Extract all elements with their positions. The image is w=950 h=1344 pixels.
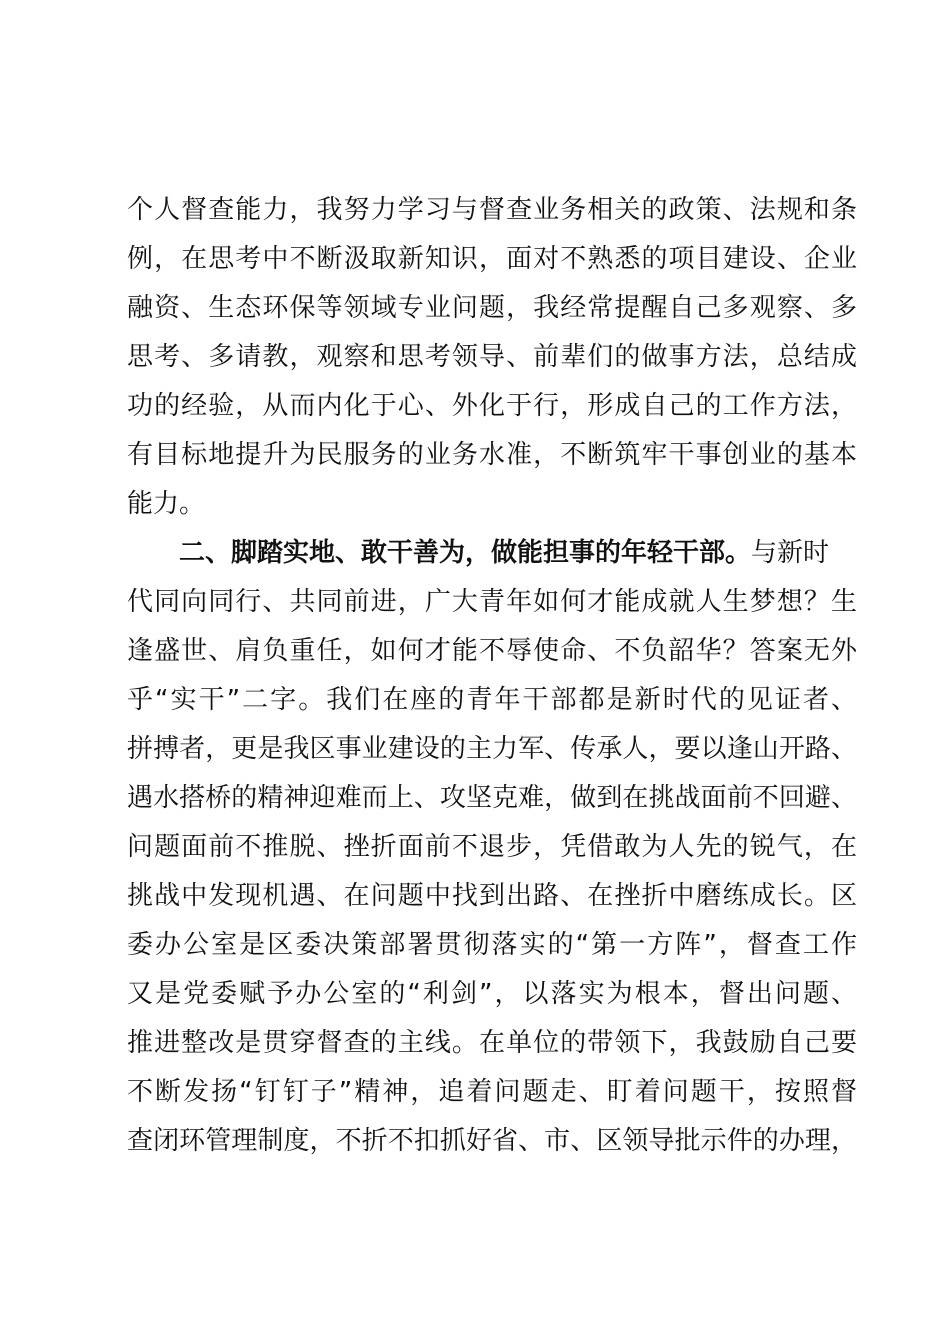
text-span: 与新时 — [751, 538, 830, 568]
text-line: 不断发扬“钉钉子”精神，追着问题走、盯着问题干，按照督 — [127, 1077, 857, 1107]
text-line: 逢盛世、肩负重任，如何才能不辱使命、不负韶华？答案无外 — [127, 636, 857, 666]
text-line: 融资、生态环保等领域专业问题，我经常提醒自己多观察、多 — [127, 293, 857, 323]
text-line: 挑战中发现机遇、在问题中找到出路、在挫折中磨练成长。区 — [127, 881, 857, 911]
text-line: 问题面前不推脱、挫折面前不退步，凭借敢为人先的锐气，在 — [127, 832, 857, 862]
text-line: 功的经验，从而内化于心、外化于行，形成自己的工作方法， — [127, 391, 857, 421]
text-line: 遇水搭桥的精神迎难而上、攻坚克难，做到在挑战面前不回避、 — [127, 783, 857, 813]
text-line: 个人督查能力，我努力学习与督查业务相关的政策、法规和条 — [127, 195, 857, 225]
section-heading: 二、脚踏实地、敢干善为，做能担事的年轻干部。 — [179, 538, 752, 568]
text-line: 拼搏者，更是我区事业建设的主力军、传承人，要以逢山开路、 — [127, 734, 857, 764]
text-line: 推进整改是贯穿督查的主线。在单位的带领下，我鼓励自己要 — [127, 1028, 857, 1058]
text-line: 代同向同行、共同前进，广大青年如何才能成就人生梦想？生 — [127, 587, 857, 617]
paragraph-2-first-line — [127, 529, 857, 578]
document-body — [127, 186, 857, 1166]
text-line: 查闭环管理制度，不折不扣抓好省、市、区领导批示件的办理， — [127, 1126, 857, 1156]
text-line: 有目标地提升为民服务的业务水准，不断筑牢干事创业的基本 — [127, 440, 857, 470]
text-line: 思考、多请教，观察和思考领导、前辈们的做事方法，总结成 — [127, 342, 857, 372]
text-line: 能力。 — [127, 489, 206, 519]
paragraph-1 — [127, 186, 857, 529]
text-line: 委办公室是区委决策部署贯彻落实的“第一方阵”，督查工作 — [127, 930, 857, 960]
text-line: 又是党委赋予办公室的“利剑”，以落实为根本，督出问题、 — [127, 979, 857, 1009]
paragraph-2 — [127, 529, 857, 1166]
text-line: 例，在思考中不断汲取新知识，面对不熟悉的项目建设、企业 — [127, 244, 857, 274]
text-line: 乎“实干”二字。我们在座的青年干部都是新时代的见证者、 — [127, 685, 857, 715]
